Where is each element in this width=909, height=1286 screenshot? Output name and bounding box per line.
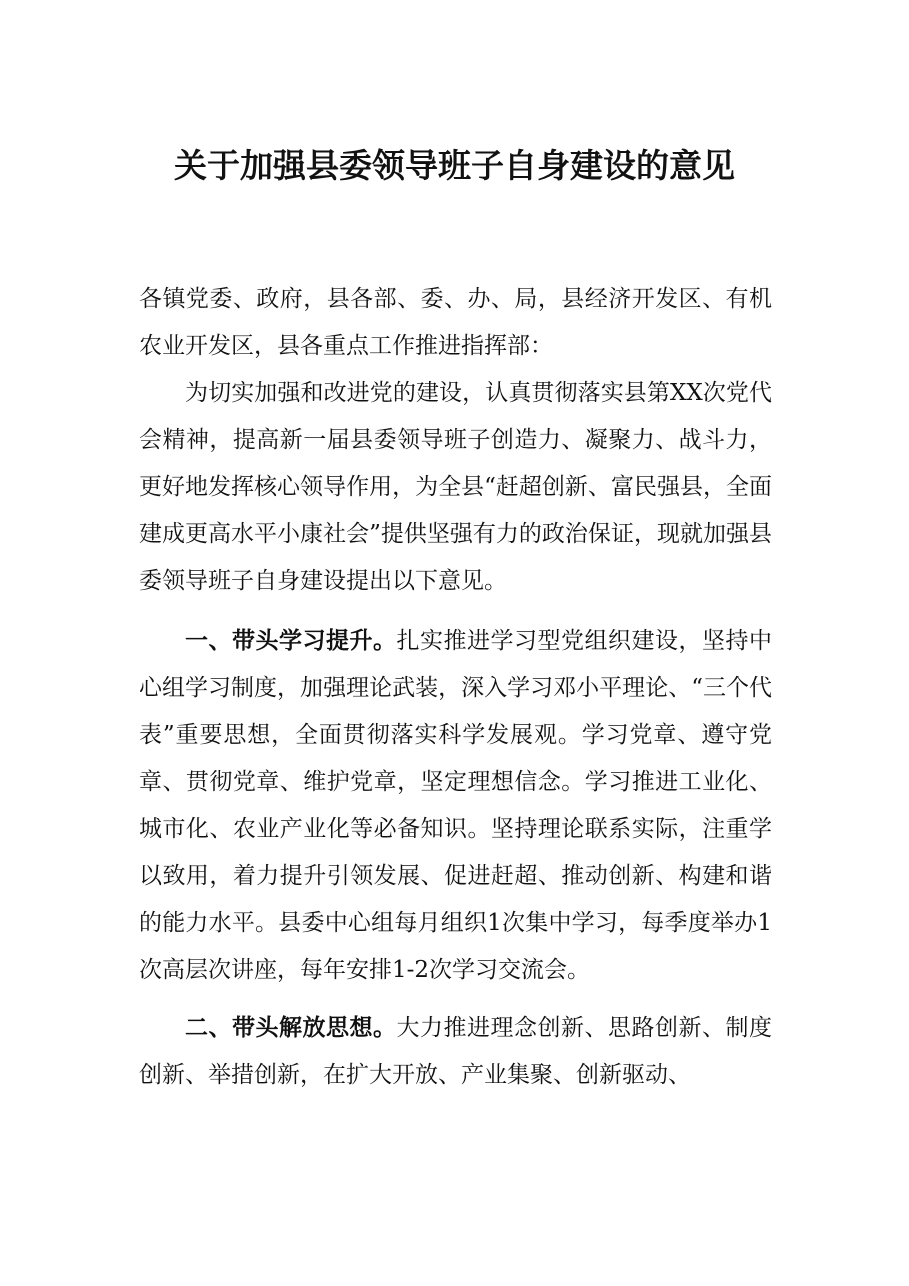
section-text-1: 扎实推进学习型党组织建设，坚持中心组学习制度，加强理论武装，深入学习邓小平理论、“三个代表”重要思想，全面贯彻落实科学发展观。学习党章、遵守党章、贯彻党章、维护党章，坚定理想信念。学习推进工业化、城市化、农业产业化等必备知识。坚持理论联系实际，注重学以致用，着力提升引领发展、促进赶超、推动创新、构建和谐的能力水平。县委中心组每月组织1次集中学习，每季度举办1次高层次讲座，每年安排1-2次学习交流会。 [139, 628, 772, 983]
salutation-paragraph: 各镇党委、政府，县各部、委、办、局，县经济开发区、有机农业开发区，县各重点工作推进指挥部： [139, 286, 772, 359]
section-paragraph-2 [139, 1004, 772, 1099]
section-heading-2: 二、带头解放思想。 [185, 1014, 397, 1041]
section-text-2: 大力推进理念创新、思路创新、制度创新、举措创新，在扩大开放、产业集聚、创新驱动、 [139, 1015, 772, 1088]
section-heading-1: 一、带头学习提升。 [185, 627, 397, 654]
intro-paragraph: 为切实加强和改进党的建设，认真贯彻落实县第XX次党代会精神，提高新一届县委领导班子创造力、凝聚力、战斗力，更好地发挥核心领导作用，为全县“赶超创新、富民强县，全面建成更高水平小康社会”提供坚强有力的政治保证，现就加强县委领导班子自身建设提出以下意见。 [139, 380, 772, 594]
document-title: 关于加强县委领导班子自身建设的意见 [174, 146, 735, 185]
document-body [139, 276, 772, 1099]
section-paragraph-1 [139, 617, 772, 994]
